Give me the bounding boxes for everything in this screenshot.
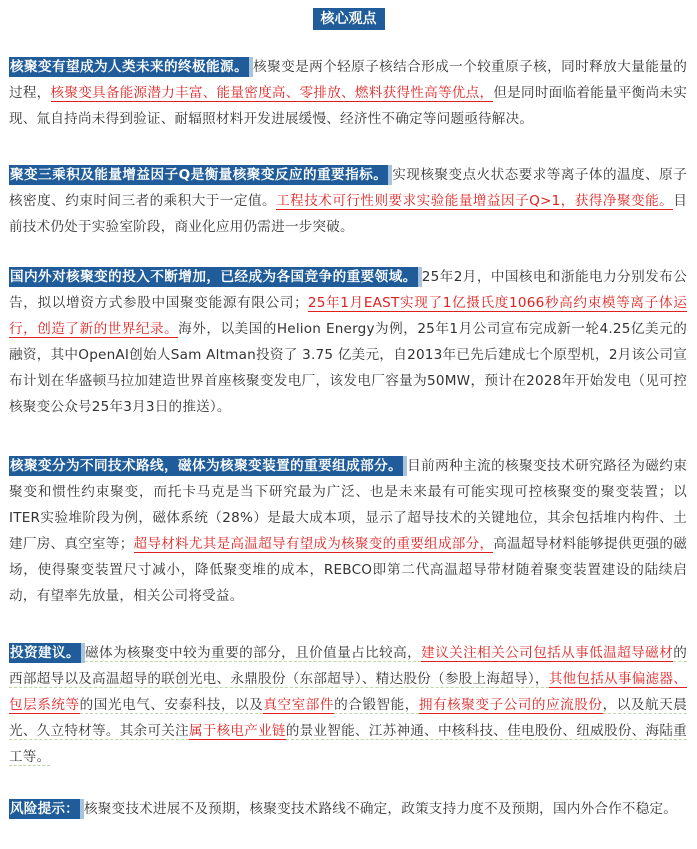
paragraph-heading-segment: 投资建议。 — [9, 643, 85, 663]
paragraph-text-segment: 海外，以美国的Helion Energy为例，25年1月公司宣布完成新一轮4.25亿美元的融资，其中OpenAI创始人Sam Altman投资了 3.75 亿美元，自2013年已先后建成七个原型机，2月该公司宣布计划在华盛顿马拉加建造世界首座核聚变发电厂，该发电厂容量为50MW，预计在2028年开始发电（见可控核聚变公众号25年3月3日的推送）。 — [9, 321, 687, 415]
paragraph-text-segment: 的景业智能、江苏神通、中核科技、佳电股份、纽威股份、海陆重工等。 — [9, 723, 687, 765]
paragraph-text-segment: 核聚变技术进展不及预期，核聚变技术路线不确定，政策支持力度不及预期，国内外合作不稳定。 — [83, 801, 678, 817]
paragraph-risk-warning — [9, 796, 687, 822]
paragraph-text-segment: 但是同时面临着能量平衡尚未实现、氚自持尚未得到验证、耐辐照材料开发进展缓慢、经济性不确定等问题亟待解决。 — [9, 85, 687, 127]
paragraph-text-segment: 的国光电气、安泰科技，以及 — [79, 697, 264, 713]
paragraph-text-segment: 目前两种主流的核聚变技术研究路径为磁约束聚变和惯性约束聚变，而托卡马克是当下研究最为广泛、也是未来最有可能实现可控核聚变的聚变装置；以ITER实验堆阶段为例，磁体系统（28%）是最大成本项，显示了超导技术的关键地位，其余包括堆内构件、土建厂房、真空室等； — [9, 458, 687, 552]
paragraph-text-segment: 25年2月，中国核电和浙能电力分别发布公告，拟以增资方式参股中国聚变能源有限公司； — [9, 269, 687, 311]
paragraph-text-segment: ，以及航天晨光、久立特材等。其余可关注 — [9, 697, 688, 739]
paragraph-emphasis-segment: 超导材料尤其是高温超导有望成为核聚变的重要组成部分， — [133, 536, 494, 552]
paragraph-text-segment: 磁体为核聚变中较为重要的部分，且价值量占比较高， — [85, 645, 422, 661]
paragraph-text-segment: 核聚变是两个轻原子核结合形成一个较重原子核，同时释放大量能量的过程， — [9, 59, 687, 101]
paragraph-heading-segment: 核聚变分为不同技术路线，磁体为核聚变装置的重要组成部分。 — [9, 456, 407, 476]
title-bar — [0, 8, 697, 30]
paragraph-emphasis-segment: 其他包括从事偏滤器、包层系统等 — [9, 671, 687, 713]
paragraph-heading-segment: 核聚变有望成为人类未来的终极能源。 — [9, 57, 253, 77]
paragraph-emphasis-segment: 属于核电产业链 — [188, 723, 286, 739]
paragraph-emphasis-segment: 真空室部件 — [263, 697, 335, 713]
paragraph-heading-segment: 国内外对核聚变的投入不断增加，已经成为各国竞争的重要领域。 — [9, 267, 422, 287]
paragraph-text-segment: 的合锻智能， — [334, 697, 419, 713]
paragraph-text-segment: 高温超导材料能够提供更强的磁场，使得聚变装置尺寸减小，降低聚变堆的成本，REBCO即第二代高温超导带材随着聚变装置建设的陆续启动，有望率先放量，相关公司将受益。 — [9, 536, 687, 604]
paragraph-text-segment: 目前技术仍处于实验室阶段，商业化应用仍需进一步突破。 — [9, 193, 687, 235]
paragraph-heading-segment: 聚变三乘积及能量增益因子Q是衡量核聚变反应的重要指标。 — [9, 165, 392, 185]
paragraph-technical-routes — [9, 453, 687, 609]
paragraph-emphasis-segment: 25年1月EAST实现了1亿摄氏度1066秒高约束模等离子体运行，创造了新的世界纪录。 — [9, 295, 687, 337]
paragraph-heading-segment: 风险提示： — [9, 799, 84, 819]
paragraph-investment-competition — [9, 264, 687, 420]
paragraph-emphasis-segment: 核聚变具备能源潜力丰富、能量密度高、零排放、燃料获得性高等优点， — [50, 85, 494, 101]
paragraph-emphasis-segment: 拥有核聚变子公司的应流股份 — [418, 697, 603, 713]
paragraph-text-segment: 实现核聚变点火状态要求等离子体的温度、原子核密度、约束时间三者的乘积大于一定值。 — [9, 167, 687, 209]
paragraph-fusion-energy — [9, 54, 687, 132]
paragraph-investment-advice — [9, 640, 687, 770]
paragraph-text-segment: 的西部超导以及高温超导的联创光电、永鼎股份（东部超导）、精达股份（参股上海超导）， — [9, 645, 687, 687]
paragraph-q-factor — [9, 162, 687, 240]
section-title: 核心观点 — [313, 8, 385, 30]
paragraph-emphasis-segment: 建议关注相关公司包括从事低温超导磁材 — [421, 645, 674, 661]
paragraph-emphasis-segment: 工程技术可行性则要求实验能量增益因子Q>1，获得净聚变能。 — [276, 193, 674, 209]
